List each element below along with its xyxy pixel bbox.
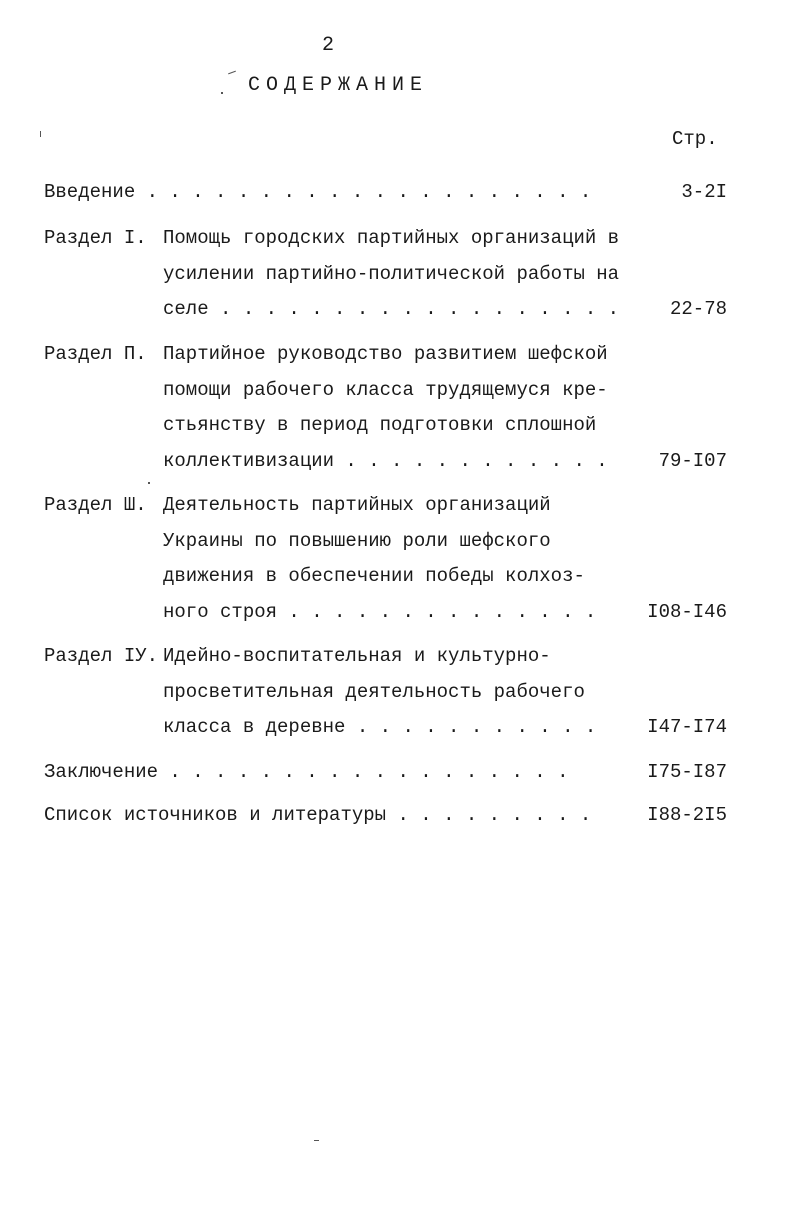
toc-section-4-line-1: Идейно-воспитательная и культурно- <box>163 645 551 667</box>
toc-entry-bibliography: Список источников и литературы . . . . . . . . . <box>44 804 592 826</box>
pages-column-header: Стр. <box>672 128 718 150</box>
toc-section-1-line-2: усилении партийно-политической работы на <box>163 263 620 285</box>
scan-speck <box>228 71 236 75</box>
toc-pages-conclusion: I75-I87 <box>647 761 727 783</box>
toc-section-label-1: Раздел I. <box>44 227 147 249</box>
toc-section-3-line-3: движения в обеспечении победы колхоз- <box>163 565 585 587</box>
toc-section-2-line-4: коллективизации . . . . . . . . . . . . <box>163 450 608 472</box>
toc-section-label-3: Раздел Ш. <box>44 494 147 516</box>
page-number: 2 <box>322 34 335 57</box>
toc-section-label-4: Раздел IУ. <box>44 645 159 667</box>
toc-section-2-line-2: помощи рабочего класса трудящемуся кре- <box>163 379 608 401</box>
toc-section-1-line-3: селе . . . . . . . . . . . . . . . . . . <box>163 298 620 320</box>
scan-speck <box>40 131 41 137</box>
toc-pages-section-4: I47-I74 <box>647 716 727 738</box>
toc-section-4-line-2: просветительная деятельность рабочего <box>163 681 585 703</box>
scan-speck <box>148 482 150 484</box>
toc-section-3-line-2: Украины по повышению роли шефского <box>163 530 551 552</box>
toc-pages-section-1: 22-78 <box>669 298 727 320</box>
toc-section-label-2: Раздел П. <box>44 343 147 365</box>
toc-section-1-line-1: Помощь городских партийных организаций в <box>163 227 620 249</box>
document-title: СОДЕРЖАНИЕ <box>248 74 429 97</box>
toc-section-3-line-4: ного строя . . . . . . . . . . . . . . <box>163 601 597 623</box>
scan-speck <box>221 92 223 94</box>
toc-pages-section-2: 79-I07 <box>658 450 727 472</box>
toc-section-2-line-3: стьянству в период подготовки сплошной <box>163 414 597 436</box>
toc-section-4-line-3: класса в деревне . . . . . . . . . . . <box>163 716 597 738</box>
toc-pages-bibliography: I88-2I5 <box>647 804 727 826</box>
toc-section-2-line-1: Партийное руководство развитием шефской <box>163 343 608 365</box>
toc-pages-section-3: I08-I46 <box>647 601 727 623</box>
toc-pages-introduction: 3-2I <box>681 181 727 203</box>
toc-entry-conclusion: Заключение . . . . . . . . . . . . . . . . . . <box>44 761 569 783</box>
scan-speck <box>314 1140 319 1141</box>
toc-entry-introduction: Введение . . . . . . . . . . . . . . . . . . . . <box>44 181 592 203</box>
toc-section-3-line-1: Деятельность партийных организаций <box>163 494 551 516</box>
